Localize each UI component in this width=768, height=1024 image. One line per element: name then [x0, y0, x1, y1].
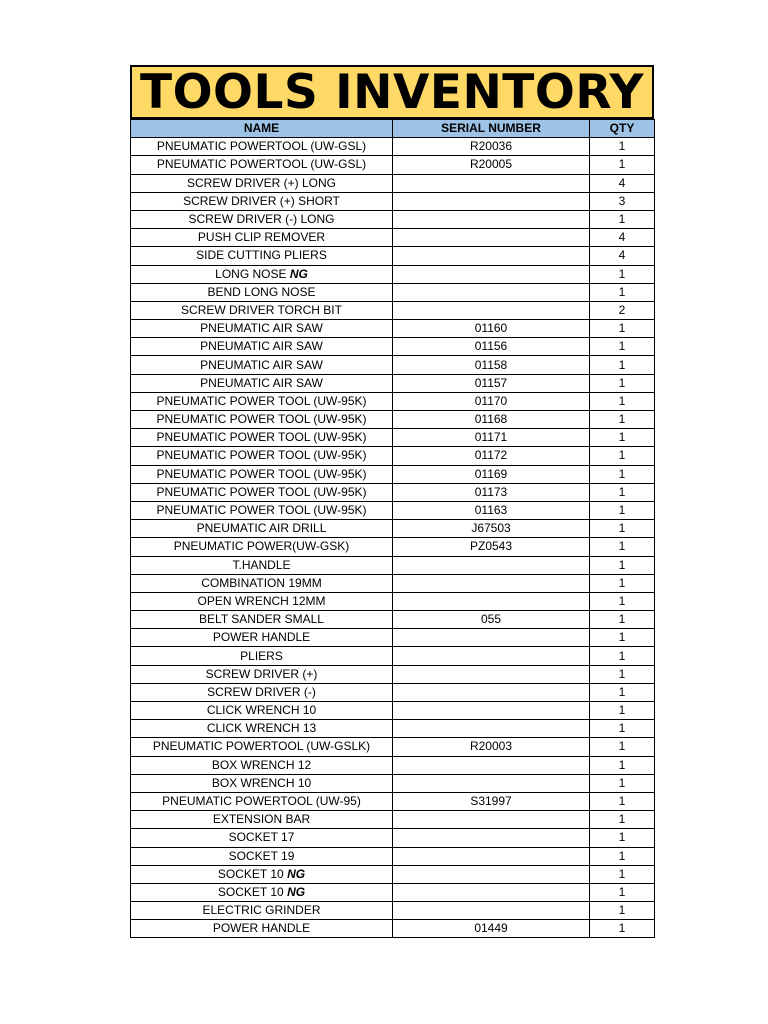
- cell-serial-number: 01156: [393, 338, 590, 356]
- cell-name: [131, 247, 393, 265]
- table-row: [131, 902, 655, 920]
- table-row: [131, 229, 655, 247]
- cell-qty: 1: [590, 920, 655, 938]
- cell-serial-number: [393, 229, 590, 247]
- cell-name: [131, 520, 393, 538]
- item-name: BELT SANDER SMALL: [199, 612, 324, 627]
- table-row: [131, 592, 655, 610]
- table-row: [131, 792, 655, 810]
- cell-name: [131, 611, 393, 629]
- item-name: COMBINATION 19MM: [201, 575, 322, 590]
- item-name: T.HANDLE: [232, 557, 291, 572]
- item-name: EXTENSION BAR: [212, 812, 311, 827]
- cell-qty: 1: [590, 538, 655, 556]
- cell-name: [131, 392, 393, 410]
- cell-name: [131, 138, 393, 156]
- cell-qty: 1: [590, 338, 655, 356]
- cell-serial-number: [393, 174, 590, 192]
- item-name: CLICK WRENCH 13: [206, 721, 317, 736]
- cell-serial-number: 01160: [393, 320, 590, 338]
- item-name: SCREW DRIVER (+) SHORT: [183, 193, 340, 208]
- cell-qty: 1: [590, 829, 655, 847]
- cell-serial-number: [393, 702, 590, 720]
- cell-qty: 1: [590, 811, 655, 829]
- cell-qty: 1: [590, 665, 655, 683]
- table-header-row: [131, 120, 655, 138]
- table-row: [131, 156, 655, 174]
- cell-serial-number: [393, 683, 590, 701]
- item-name: PNEUMATIC POWER TOOL (UW-95K): [156, 448, 367, 463]
- cell-qty: 1: [590, 447, 655, 465]
- page-title: TOOLS INVENTORY: [140, 64, 644, 120]
- item-name: SCREW DRIVER (+) LONG: [186, 175, 336, 190]
- cell-name: [131, 847, 393, 865]
- cell-qty: 1: [590, 374, 655, 392]
- table-row: [131, 702, 655, 720]
- cell-qty: 3: [590, 192, 655, 210]
- item-name: PNEUMATIC POWER(UW-GSK): [173, 539, 350, 554]
- cell-qty: 1: [590, 592, 655, 610]
- item-name: PNEUMATIC POWER TOOL (UW-95K): [156, 484, 367, 499]
- cell-qty: 1: [590, 883, 655, 901]
- cell-name: [131, 774, 393, 792]
- item-name: POWER HANDLE: [212, 630, 311, 645]
- cell-qty: 1: [590, 138, 655, 156]
- item-name: PUSH CLIP REMOVER: [197, 230, 326, 245]
- cell-qty: 4: [590, 229, 655, 247]
- table-row: [131, 920, 655, 938]
- table-row: [131, 665, 655, 683]
- cell-serial-number: [393, 829, 590, 847]
- cell-name: [131, 338, 393, 356]
- cell-serial-number: [393, 720, 590, 738]
- item-name: PNEUMATIC AIR SAW: [200, 357, 323, 372]
- cell-name: [131, 192, 393, 210]
- cell-name: [131, 574, 393, 592]
- cell-serial-number: [393, 847, 590, 865]
- cell-name: [131, 465, 393, 483]
- table-row: [131, 847, 655, 865]
- cell-name: [131, 429, 393, 447]
- cell-name: [131, 265, 393, 283]
- cell-name: [131, 829, 393, 847]
- cell-serial-number: [393, 629, 590, 647]
- cell-name: [131, 865, 393, 883]
- cell-qty: 1: [590, 774, 655, 792]
- header-serial-number: SERIAL NUMBER: [393, 120, 590, 138]
- table-row: [131, 465, 655, 483]
- cell-qty: 1: [590, 574, 655, 592]
- table-row: [131, 392, 655, 410]
- table-row: [131, 192, 655, 210]
- item-note: NG: [287, 866, 306, 881]
- cell-name: [131, 174, 393, 192]
- table-row: [131, 356, 655, 374]
- cell-name: [131, 210, 393, 228]
- cell-name: [131, 902, 393, 920]
- cell-qty: 1: [590, 756, 655, 774]
- item-note: NG: [287, 884, 306, 899]
- item-name: POWER HANDLE: [212, 921, 311, 936]
- inventory-table: [130, 119, 655, 938]
- table-row: [131, 374, 655, 392]
- item-name: SOCKET 10: [217, 866, 284, 881]
- item-name: BOX WRENCH 12: [211, 757, 312, 772]
- cell-serial-number: [393, 865, 590, 883]
- cell-name: [131, 283, 393, 301]
- cell-serial-number: 01173: [393, 483, 590, 501]
- table-row: [131, 611, 655, 629]
- cell-serial-number: [393, 301, 590, 319]
- item-name: SCREW DRIVER (-) LONG: [188, 212, 335, 227]
- item-name: PNEUMATIC POWERTOOL (UW-GSL): [156, 157, 367, 172]
- cell-serial-number: [393, 665, 590, 683]
- item-name: PNEUMATIC AIR SAW: [200, 339, 323, 354]
- header-qty: QTY: [590, 120, 655, 138]
- cell-qty: 1: [590, 320, 655, 338]
- cell-qty: 1: [590, 465, 655, 483]
- cell-qty: 1: [590, 429, 655, 447]
- cell-qty: 4: [590, 174, 655, 192]
- cell-serial-number: [393, 756, 590, 774]
- cell-qty: 1: [590, 265, 655, 283]
- item-name: LONG NOSE: [215, 266, 287, 281]
- cell-name: [131, 301, 393, 319]
- item-name: ELECTRIC GRINDER: [202, 903, 321, 918]
- table-row: [131, 138, 655, 156]
- cell-qty: 1: [590, 738, 655, 756]
- cell-serial-number: R20003: [393, 738, 590, 756]
- table-row: [131, 720, 655, 738]
- cell-name: [131, 811, 393, 829]
- cell-serial-number: R20005: [393, 156, 590, 174]
- cell-qty: 1: [590, 792, 655, 810]
- cell-name: [131, 411, 393, 429]
- cell-name: [131, 447, 393, 465]
- table-row: [131, 647, 655, 665]
- cell-serial-number: [393, 647, 590, 665]
- item-name: SOCKET 17: [228, 830, 295, 845]
- table-row: [131, 501, 655, 519]
- table-row: [131, 829, 655, 847]
- cell-name: [131, 320, 393, 338]
- cell-serial-number: [393, 192, 590, 210]
- cell-serial-number: [393, 902, 590, 920]
- table-row: [131, 411, 655, 429]
- table-body: [131, 138, 655, 938]
- table-row: [131, 756, 655, 774]
- item-name: PNEUMATIC POWER TOOL (UW-95K): [156, 430, 367, 445]
- item-note: NG: [289, 266, 308, 281]
- cell-name: [131, 883, 393, 901]
- cell-serial-number: [393, 774, 590, 792]
- item-name: PNEUMATIC POWERTOOL (UW-GSL): [156, 139, 367, 154]
- item-name: SCREW DRIVER (-): [207, 684, 316, 699]
- table-row: [131, 883, 655, 901]
- title-banner: [130, 65, 654, 119]
- cell-qty: 1: [590, 520, 655, 538]
- table-row: [131, 265, 655, 283]
- item-name: PNEUMATIC POWER TOOL (UW-95K): [156, 503, 367, 518]
- cell-qty: 1: [590, 902, 655, 920]
- cell-serial-number: 01158: [393, 356, 590, 374]
- cell-name: [131, 592, 393, 610]
- cell-serial-number: [393, 811, 590, 829]
- table-row: [131, 210, 655, 228]
- cell-serial-number: 01169: [393, 465, 590, 483]
- item-name: CLICK WRENCH 10: [206, 703, 317, 718]
- cell-serial-number: 055: [393, 611, 590, 629]
- cell-qty: 1: [590, 847, 655, 865]
- cell-qty: 1: [590, 556, 655, 574]
- item-name: PNEUMATIC POWER TOOL (UW-95K): [156, 412, 367, 427]
- cell-serial-number: J67503: [393, 520, 590, 538]
- cell-serial-number: [393, 283, 590, 301]
- table-row: [131, 247, 655, 265]
- table-row: [131, 447, 655, 465]
- cell-qty: 1: [590, 411, 655, 429]
- cell-serial-number: 01168: [393, 411, 590, 429]
- item-name: PNEUMATIC AIR SAW: [200, 375, 323, 390]
- cell-qty: 1: [590, 483, 655, 501]
- cell-name: [131, 647, 393, 665]
- cell-serial-number: [393, 556, 590, 574]
- inventory-sheet: [130, 65, 654, 938]
- cell-serial-number: [393, 210, 590, 228]
- cell-qty: 1: [590, 629, 655, 647]
- table-row: [131, 174, 655, 192]
- cell-qty: 4: [590, 247, 655, 265]
- table-row: [131, 811, 655, 829]
- cell-name: [131, 629, 393, 647]
- cell-serial-number: [393, 592, 590, 610]
- table-row: [131, 429, 655, 447]
- table-row: [131, 683, 655, 701]
- table-row: [131, 483, 655, 501]
- cell-name: [131, 720, 393, 738]
- item-name: PNEUMATIC AIR SAW: [200, 321, 323, 336]
- cell-name: [131, 702, 393, 720]
- cell-serial-number: PZ0543: [393, 538, 590, 556]
- item-name: PLIERS: [240, 648, 283, 663]
- item-name: SCREW DRIVER TORCH BIT: [181, 302, 342, 317]
- cell-serial-number: [393, 265, 590, 283]
- item-name: SOCKET 10: [217, 884, 284, 899]
- table-row: [131, 301, 655, 319]
- item-name: SIDE CUTTING PLIERS: [196, 248, 327, 263]
- header-name: NAME: [131, 120, 393, 138]
- cell-name: [131, 374, 393, 392]
- cell-serial-number: [393, 883, 590, 901]
- cell-name: [131, 556, 393, 574]
- cell-qty: 1: [590, 683, 655, 701]
- cell-qty: 1: [590, 720, 655, 738]
- item-name: SOCKET 19: [228, 848, 295, 863]
- cell-name: [131, 683, 393, 701]
- cell-name: [131, 538, 393, 556]
- cell-serial-number: [393, 574, 590, 592]
- cell-name: [131, 229, 393, 247]
- item-name: PNEUMATIC AIR DRILL: [196, 521, 327, 536]
- cell-name: [131, 356, 393, 374]
- item-name: BOX WRENCH 10: [211, 775, 312, 790]
- table-row: [131, 574, 655, 592]
- cell-qty: 1: [590, 647, 655, 665]
- table-row: [131, 520, 655, 538]
- table-row: [131, 774, 655, 792]
- table-row: [131, 865, 655, 883]
- item-name: PNEUMATIC POWER TOOL (UW-95K): [156, 466, 367, 481]
- cell-qty: 1: [590, 702, 655, 720]
- cell-serial-number: 01449: [393, 920, 590, 938]
- cell-qty: 1: [590, 210, 655, 228]
- table-row: [131, 538, 655, 556]
- table-row: [131, 629, 655, 647]
- cell-qty: 1: [590, 501, 655, 519]
- cell-name: [131, 738, 393, 756]
- cell-qty: 1: [590, 283, 655, 301]
- cell-name: [131, 665, 393, 683]
- table-row: [131, 556, 655, 574]
- cell-serial-number: 01170: [393, 392, 590, 410]
- item-name: BEND LONG NOSE: [207, 284, 316, 299]
- item-name: SCREW DRIVER (+): [205, 666, 318, 681]
- cell-name: [131, 156, 393, 174]
- table-row: [131, 320, 655, 338]
- cell-qty: 1: [590, 611, 655, 629]
- cell-qty: 1: [590, 356, 655, 374]
- table-row: [131, 338, 655, 356]
- cell-serial-number: 01163: [393, 501, 590, 519]
- table-row: [131, 738, 655, 756]
- item-name: OPEN WRENCH 12MM: [197, 593, 326, 608]
- table-row: [131, 283, 655, 301]
- cell-serial-number: 01171: [393, 429, 590, 447]
- cell-name: [131, 483, 393, 501]
- item-name: PNEUMATIC POWER TOOL (UW-95K): [156, 393, 367, 408]
- cell-qty: 1: [590, 392, 655, 410]
- cell-qty: 1: [590, 865, 655, 883]
- item-name: PNEUMATIC POWERTOOL (UW-95): [162, 794, 361, 809]
- cell-qty: 2: [590, 301, 655, 319]
- cell-name: [131, 501, 393, 519]
- item-name: PNEUMATIC POWERTOOL (UW-GSLK): [152, 739, 371, 754]
- cell-name: [131, 920, 393, 938]
- cell-serial-number: 01157: [393, 374, 590, 392]
- cell-serial-number: S31997: [393, 792, 590, 810]
- cell-name: [131, 792, 393, 810]
- cell-qty: 1: [590, 156, 655, 174]
- cell-serial-number: [393, 247, 590, 265]
- cell-serial-number: R20036: [393, 138, 590, 156]
- cell-serial-number: 01172: [393, 447, 590, 465]
- cell-name: [131, 756, 393, 774]
